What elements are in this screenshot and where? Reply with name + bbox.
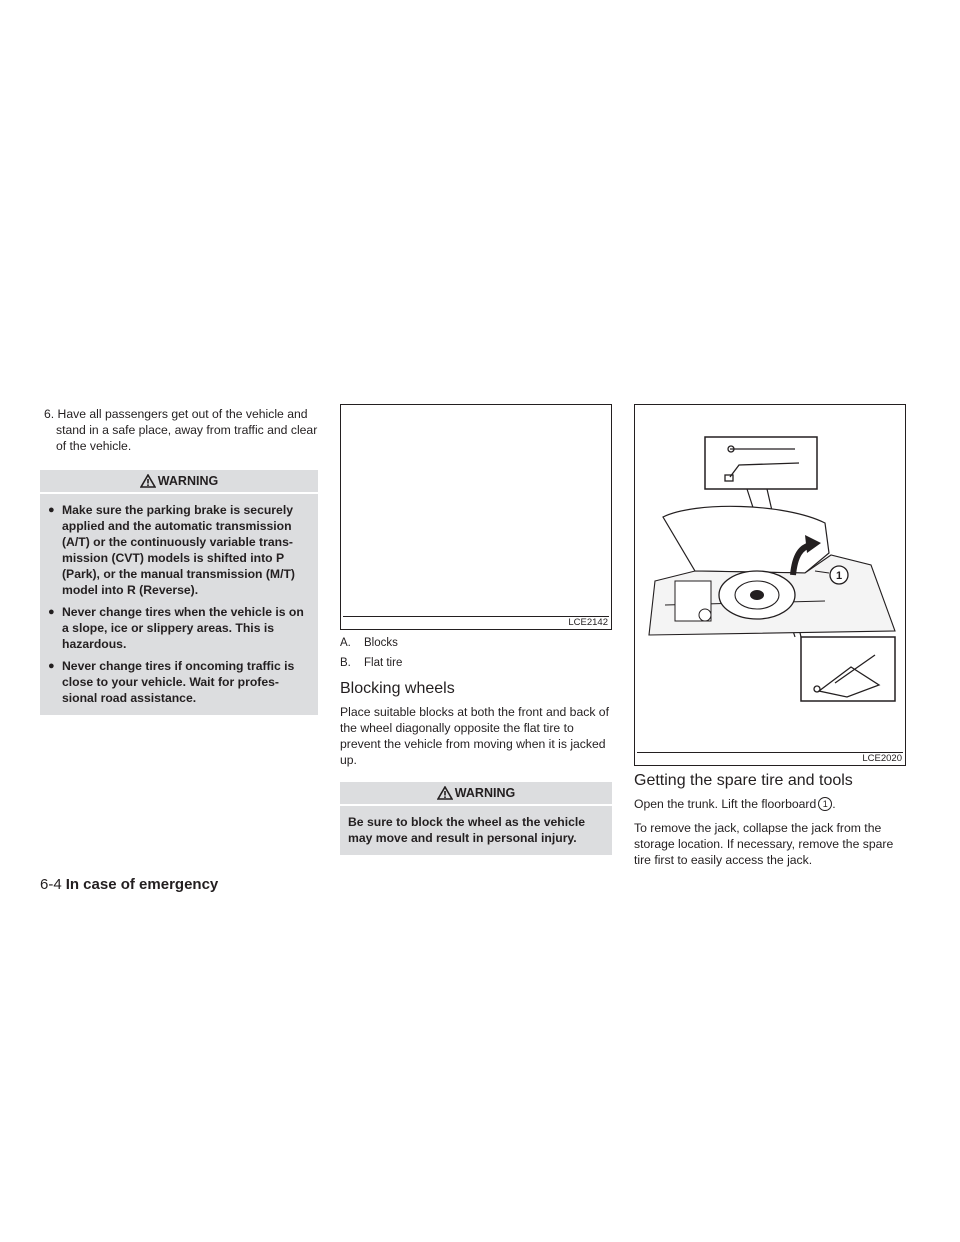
legend-text: Flat tire	[364, 657, 403, 669]
page-footer	[40, 876, 218, 893]
bullet-icon: ●	[48, 504, 55, 516]
bullet-icon: ●	[48, 606, 55, 618]
section-heading: Blocking wheels	[340, 680, 455, 697]
trunk-lid	[663, 506, 829, 573]
reference-1-icon: 1	[818, 797, 832, 811]
warning-header	[340, 782, 612, 804]
warning-triangle-icon	[140, 474, 156, 488]
page-number: 6-4	[40, 876, 62, 893]
blocks-figure	[340, 404, 612, 630]
warning-item	[48, 658, 312, 706]
warning-header	[40, 470, 318, 492]
legend-item	[340, 656, 612, 670]
right-column	[634, 404, 906, 876]
middle-column	[340, 404, 612, 855]
body-paragraph: To remove the jack, collapse the jack from the storage location. If necessary, remove the spare tire first to easily access the jack.	[634, 821, 894, 867]
left-column	[40, 404, 318, 715]
figure-code: LCE2142	[568, 617, 608, 628]
figure-legend	[340, 636, 612, 670]
warning-item-text: Never change tires when the vehicle is on a slope, ice or slippery areas. This is hazardous.	[62, 605, 304, 651]
figure-code: LCE2020	[862, 753, 902, 764]
warning-item	[48, 604, 312, 652]
legend-key: B.	[340, 657, 351, 669]
section-heading: Getting the spare tire and tools	[634, 772, 853, 789]
body-paragraph: Place suitable blocks at both the front and back of the wheel diagonally opposite the flat tire to prevent the vehicle from moving when it is jacked up.	[340, 705, 609, 767]
warning-box	[340, 806, 612, 855]
tools-inset	[705, 437, 817, 489]
step-6: 6. Have all passengers get out of the vehicle and stand in a safe place, away from traffic and clear of the vehicle.	[44, 407, 318, 453]
warning-text: Be sure to block the wheel as the vehicle may move and result in personal injury.	[348, 815, 586, 845]
warning-title: WARNING	[157, 474, 219, 488]
legend-key: A.	[340, 637, 351, 649]
legend-item	[340, 636, 612, 650]
spare-tire-figure	[634, 404, 906, 766]
body-paragraph: Open the trunk. Lift the floorboard 1 .	[634, 797, 836, 811]
warning-item-text: Never change tires if oncoming traffic is close to your vehicle. Wait for profes- sional road assistance.	[62, 659, 295, 705]
paragraph-text: Open the trunk. Lift the floorboard	[634, 797, 817, 811]
callout-number: 1	[835, 570, 843, 582]
warning-item	[48, 502, 312, 598]
bullet-icon: ●	[48, 660, 55, 672]
section-title: In case of emergency	[65, 876, 219, 893]
warning-title: WARNING	[454, 786, 516, 800]
legend-text: Blocks	[364, 637, 398, 649]
warning-item-text: Make sure the parking brake is securely applied and the automatic transmission (A/T) or the continuously variable trans- mission (CVT) models is shifted into P (Park), or the manual transmission (M/T) model into R (Reverse).	[62, 503, 295, 597]
trunk-illustration	[635, 405, 905, 751]
warning-box	[40, 494, 318, 715]
warning-triangle-icon	[437, 786, 453, 800]
